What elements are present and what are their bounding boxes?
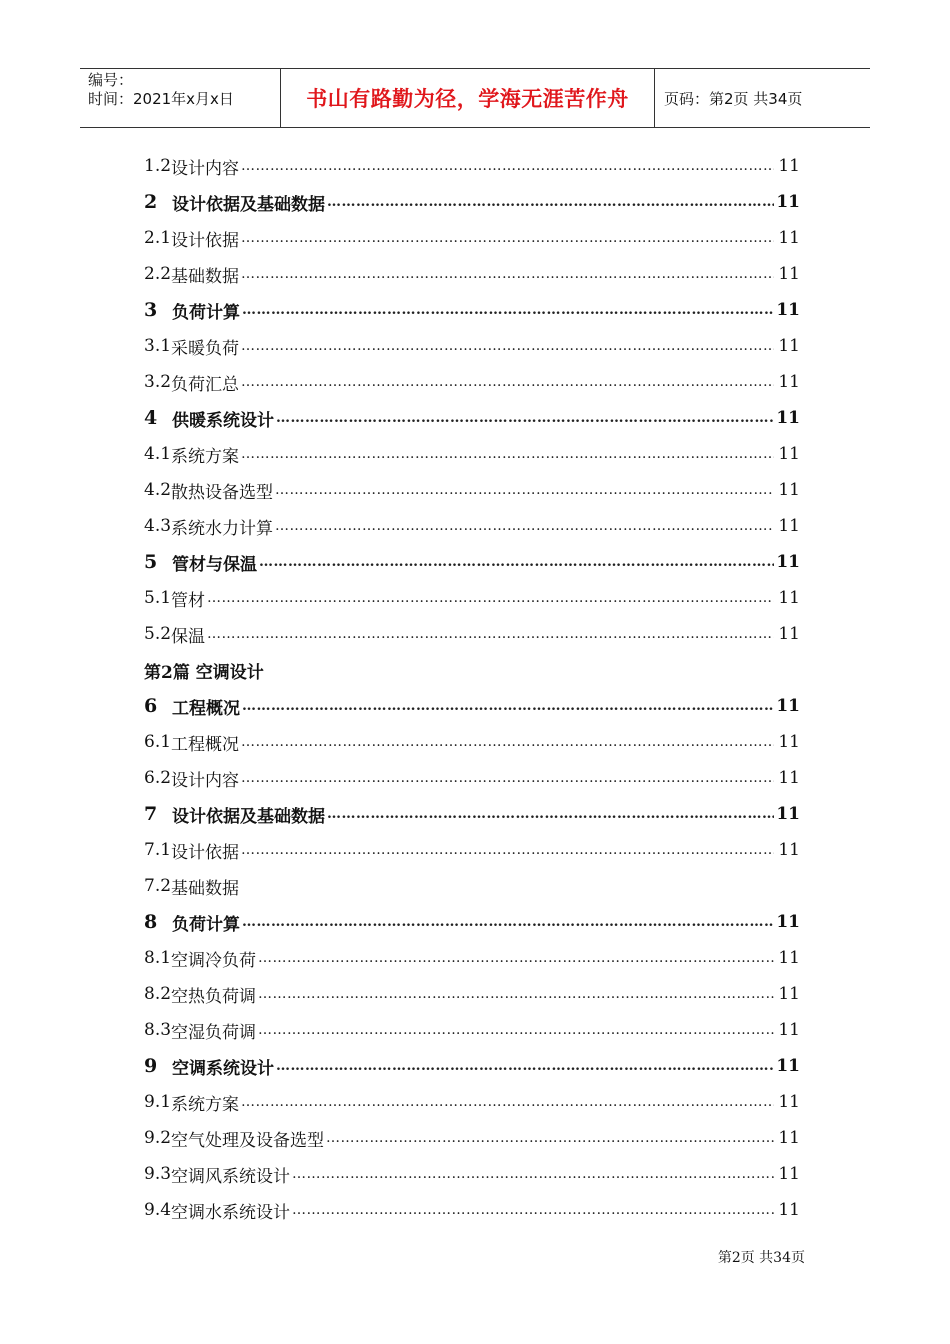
toc-entry-number: 7.2 (144, 876, 172, 896)
toc-entry-number: 4.3 (144, 516, 172, 536)
toc-entry-title: 管材与保温 (172, 554, 257, 575)
toc-leader-dots (258, 1022, 774, 1038)
toc-entry[interactable] (144, 508, 804, 544)
header-meta (80, 69, 281, 127)
toc-leader-dots (292, 1166, 774, 1182)
toc-leader-dots (275, 518, 774, 534)
toc-leader-dots (241, 374, 774, 390)
toc-leader-dots (258, 950, 774, 966)
toc-entry-title: 空调冷负荷 (171, 950, 257, 971)
toc-entry-title: 系统方案 (171, 1094, 240, 1115)
toc-entry-number: 9 (144, 1055, 158, 1077)
toc-entry-page: 11 (778, 948, 800, 968)
toc-leader-dots (258, 986, 774, 1002)
toc-entry-title: 负荷计算 (172, 302, 240, 323)
toc-leader-dots (242, 698, 774, 714)
toc-entry[interactable] (144, 652, 804, 688)
toc-entry[interactable] (144, 796, 804, 832)
toc-entry-page: 11 (778, 1164, 800, 1184)
toc-entry[interactable] (144, 976, 804, 1012)
toc-entry-page: 11 (776, 408, 800, 428)
toc-entry[interactable] (144, 400, 804, 436)
toc-leader-dots (241, 1094, 774, 1110)
toc-entry-page: 11 (778, 1092, 800, 1112)
toc-entry-page: 11 (778, 264, 800, 284)
toc-entry-page: 11 (776, 696, 800, 716)
toc-leader-dots (276, 410, 774, 426)
serial-label: 编号： (88, 71, 134, 89)
toc-entry[interactable] (144, 868, 804, 904)
page-header (80, 68, 870, 128)
toc-entry[interactable] (144, 580, 804, 616)
toc-leader-dots (241, 842, 774, 858)
toc-entry[interactable] (144, 1048, 804, 1084)
toc-leader-dots (241, 770, 774, 786)
toc-leader-dots (242, 302, 774, 318)
toc-entry-title: 工程概况 (171, 734, 240, 755)
toc-entry[interactable] (144, 940, 804, 976)
toc-leader-dots (241, 230, 774, 246)
toc-entry[interactable] (144, 472, 804, 508)
toc-entry-title: 第2篇 空调设计 (144, 662, 264, 683)
toc-entry-page: 11 (778, 516, 800, 536)
toc-leader-dots (242, 914, 774, 930)
toc-leader-dots (327, 194, 774, 210)
toc-entry-number: 6.1 (144, 732, 172, 752)
toc-entry-number: 6.2 (144, 768, 172, 788)
toc-entry[interactable] (144, 1012, 804, 1048)
toc-entry-title: 设计依据 (171, 842, 240, 863)
toc-leader-dots (207, 626, 774, 642)
table-of-contents (144, 148, 804, 1228)
toc-entry-title: 保温 (171, 626, 206, 647)
toc-entry-page: 11 (776, 1056, 800, 1076)
toc-entry-title: 设计依据及基础数据 (172, 806, 325, 827)
toc-leader-dots (292, 1202, 774, 1218)
toc-leader-dots (241, 446, 774, 462)
toc-entry-title: 散热设备选型 (171, 482, 274, 503)
toc-entry-title: 空气处理及设备选型 (171, 1130, 325, 1151)
toc-entry-number: 9.4 (144, 1200, 172, 1220)
toc-entry-page: 11 (778, 372, 800, 392)
toc-entry-title: 设计内容 (171, 770, 240, 791)
toc-leader-dots (207, 590, 774, 606)
toc-entry[interactable] (144, 220, 804, 256)
toc-entry[interactable] (144, 292, 804, 328)
toc-entry-page: 11 (778, 444, 800, 464)
toc-entry[interactable] (144, 616, 804, 652)
toc-leader-dots (241, 158, 774, 174)
toc-entry-title: 系统方案 (171, 446, 240, 467)
toc-entry[interactable] (144, 724, 804, 760)
toc-leader-dots (326, 1130, 774, 1146)
toc-entry[interactable] (144, 760, 804, 796)
toc-entry-number: 3.2 (144, 372, 172, 392)
toc-entry-title: 空湿负荷调 (171, 1022, 257, 1043)
toc-leader-dots (259, 554, 774, 570)
toc-entry-page: 11 (776, 552, 800, 572)
toc-entry-page: 11 (778, 1020, 800, 1040)
toc-entry-page: 11 (778, 624, 800, 644)
toc-entry-number: 5 (144, 551, 158, 573)
toc-leader-dots (241, 338, 774, 354)
toc-entry-number: 5.1 (144, 588, 172, 608)
toc-entry-title: 供暖系统设计 (172, 410, 274, 431)
toc-entry-number: 7.1 (144, 840, 172, 860)
toc-entry-title: 负荷汇总 (171, 374, 240, 395)
toc-entry-page: 11 (776, 804, 800, 824)
toc-entry-number: 1.2 (144, 156, 172, 176)
toc-entry-title: 基础数据 (171, 878, 240, 899)
toc-entry-title: 空调系统设计 (172, 1058, 274, 1079)
toc-entry-page: 11 (778, 984, 800, 1004)
toc-entry-title: 采暖负荷 (171, 338, 240, 359)
toc-entry[interactable] (144, 328, 804, 364)
toc-entry-number: 8.2 (144, 984, 172, 1004)
toc-entry-title: 设计内容 (171, 158, 240, 179)
toc-entry-number: 5.2 (144, 624, 172, 644)
toc-entry[interactable] (144, 1192, 804, 1228)
toc-entry-page: 11 (778, 732, 800, 752)
toc-entry-title: 设计依据及基础数据 (172, 194, 325, 215)
toc-entry-title: 空热负荷调 (171, 986, 257, 1007)
toc-entry-page: 11 (776, 912, 800, 932)
toc-entry-page: 11 (778, 228, 800, 248)
toc-entry-number: 8.1 (144, 948, 172, 968)
toc-entry[interactable] (144, 256, 804, 292)
toc-entry-number: 9.2 (144, 1128, 172, 1148)
toc-entry-number: 7 (144, 803, 158, 825)
toc-entry-title: 设计依据 (171, 230, 240, 251)
toc-entry-title: 空调风系统设计 (171, 1166, 291, 1187)
toc-entry-number: 2.2 (144, 264, 172, 284)
toc-entry-number: 4.2 (144, 480, 172, 500)
toc-entry-number: 9.1 (144, 1092, 172, 1112)
toc-entry-page: 11 (778, 480, 800, 500)
toc-entry-number: 2.1 (144, 228, 172, 248)
toc-entry-title: 空调水系统设计 (171, 1202, 291, 1223)
toc-entry-number: 8 (144, 911, 158, 933)
toc-entry-title: 基础数据 (171, 266, 240, 287)
toc-leader-dots (241, 734, 774, 750)
toc-entry-number: 4.1 (144, 444, 172, 464)
toc-entry-number: 4 (144, 407, 158, 429)
toc-entry[interactable] (144, 1084, 804, 1120)
toc-entry-page: 11 (778, 1200, 800, 1220)
footer-page-number: 第2页 共34页 (717, 1250, 805, 1266)
toc-entry[interactable] (144, 364, 804, 400)
toc-entry-page: 11 (778, 768, 800, 788)
header-motto: 书山有路勤为径，学海无涯苦作舟 (281, 69, 655, 127)
toc-entry-number: 3 (144, 299, 158, 321)
toc-entry[interactable] (144, 544, 804, 580)
toc-entry[interactable] (144, 1120, 804, 1156)
toc-leader-dots (276, 1058, 774, 1074)
toc-entry-page: 11 (778, 588, 800, 608)
toc-entry-page: 11 (778, 156, 800, 176)
toc-leader-dots (275, 482, 774, 498)
toc-entry[interactable] (144, 436, 804, 472)
toc-entry-number: 2 (144, 191, 158, 213)
header-page-label: 页码：第2页 共34页 (664, 89, 803, 108)
toc-entry[interactable] (144, 688, 804, 724)
toc-entry-title: 管材 (171, 590, 206, 611)
toc-entry-page: 11 (778, 336, 800, 356)
toc-entry-number: 9.3 (144, 1164, 172, 1184)
toc-entry-page: 11 (776, 300, 800, 320)
toc-entry-title: 负荷计算 (172, 914, 240, 935)
toc-entry-number: 8.3 (144, 1020, 172, 1040)
date-label: 时间：2021年x月x日 (88, 90, 234, 108)
toc-entry-page: 11 (778, 840, 800, 860)
toc-entry-title: 系统水力计算 (171, 518, 274, 539)
toc-entry-number: 6 (144, 695, 158, 717)
toc-entry[interactable] (144, 184, 804, 220)
toc-entry-title: 工程概况 (172, 698, 240, 719)
toc-entry[interactable] (144, 148, 804, 184)
toc-entry[interactable] (144, 832, 804, 868)
toc-entry-page: 11 (776, 192, 800, 212)
toc-entry-number: 3.1 (144, 336, 172, 356)
toc-entry[interactable] (144, 1156, 804, 1192)
toc-leader-dots (327, 806, 774, 822)
toc-entry-page: 11 (778, 1128, 800, 1148)
toc-entry[interactable] (144, 904, 804, 940)
toc-leader-dots (241, 266, 774, 282)
